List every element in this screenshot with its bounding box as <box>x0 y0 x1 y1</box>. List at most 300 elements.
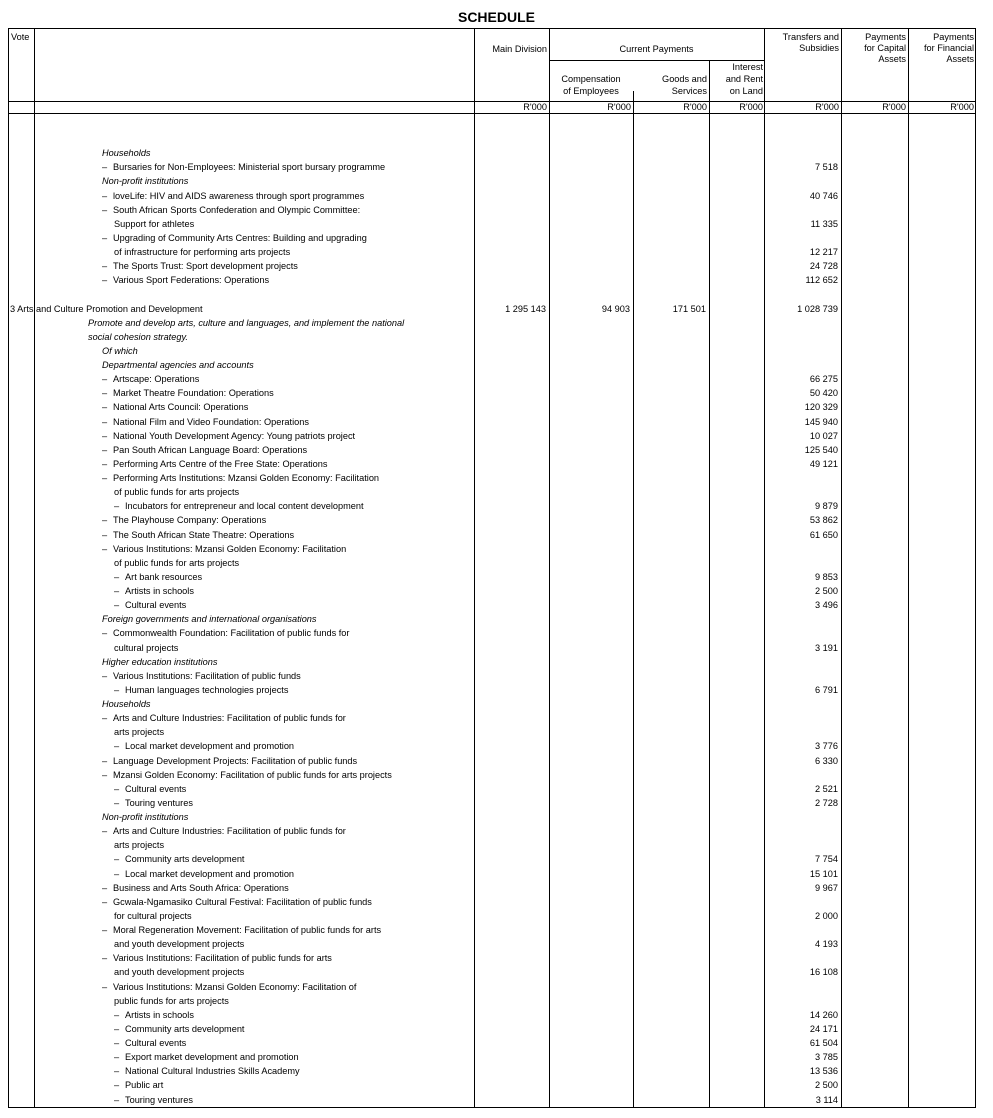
cell-main-division: 1 295 143 <box>505 303 546 314</box>
bullet-dash: – <box>102 713 108 724</box>
row-text: National Film and Video Foundation: Operations <box>113 416 309 427</box>
row-description <box>102 358 254 372</box>
bullet-dash: – <box>114 783 120 794</box>
cell-transfers: 3 114 <box>815 1094 838 1105</box>
row-text: 3 Arts and Culture Promotion and Development <box>10 303 203 314</box>
row-description <box>102 881 289 895</box>
cell-transfers: 10 027 <box>809 430 838 441</box>
row-text: Mzansi Golden Economy: Facilitation of public funds for arts projects <box>113 769 392 780</box>
table-row <box>8 415 976 429</box>
row-text: cultural projects <box>114 642 179 653</box>
cell-transfers: 50 420 <box>809 388 838 399</box>
row-text: Gcwala-Ngamasiko Cultural Festival: Facilitation of public funds <box>113 896 372 907</box>
header-financial-2: for Financial <box>923 43 974 53</box>
row-text: Community arts development <box>125 854 245 865</box>
cell-transfers: 4 193 <box>815 939 838 950</box>
cell-compensation: 94 903 <box>601 303 630 314</box>
unit-interest: R'000 <box>739 102 763 112</box>
table-row <box>8 146 976 160</box>
cell-transfers: 66 275 <box>809 374 838 385</box>
bullet-dash: – <box>102 261 108 272</box>
row-text: of public funds for arts projects <box>114 487 240 498</box>
cell-transfers: 9 967 <box>815 882 838 893</box>
cell-transfers: 49 121 <box>809 458 838 469</box>
cell-transfers: 24 728 <box>809 261 838 272</box>
row-text: arts projects <box>114 840 165 851</box>
table-row <box>8 1036 976 1050</box>
bullet-dash: – <box>102 543 108 554</box>
row-text: National Youth Development Agency: Young patriots project <box>113 430 356 441</box>
table-row <box>8 725 976 739</box>
row-description <box>114 1022 245 1036</box>
bullet-dash: – <box>102 275 108 286</box>
row-description <box>102 457 327 471</box>
row-text: Non-profit institutions <box>102 176 189 187</box>
table-row <box>8 937 976 951</box>
table-row <box>8 895 976 909</box>
row-text: Cultural events <box>125 600 187 611</box>
row-description <box>88 316 404 330</box>
row-description <box>114 852 245 866</box>
row-description <box>102 513 266 527</box>
cell-transfers: 2 500 <box>815 1080 838 1091</box>
row-text: Moral Regeneration Movement: Facilitation of public funds for arts <box>113 925 382 935</box>
table-row <box>8 513 976 527</box>
row-description <box>114 556 239 570</box>
table-row <box>8 909 976 923</box>
row-text: Performing Arts Centre of the Free State: Operations <box>113 458 328 469</box>
row-text: social cohesion strategy. <box>88 331 188 342</box>
row-description <box>102 429 355 443</box>
row-text: Various Sport Federations: Operations <box>113 275 270 286</box>
bullet-dash: – <box>114 1080 120 1091</box>
bullet-dash: – <box>114 600 120 611</box>
row-description <box>102 415 309 429</box>
bullet-dash: – <box>114 1094 120 1105</box>
row-text: Artists in schools <box>125 1009 194 1020</box>
cell-transfers: 2 500 <box>815 586 838 596</box>
row-description <box>114 867 294 881</box>
row-text: Business and Arts South Africa: Operations <box>113 882 289 893</box>
row-text: and youth development projects <box>114 939 245 950</box>
table-row <box>8 838 976 852</box>
header-goods-2: Services <box>671 86 707 96</box>
row-description <box>102 768 392 782</box>
bullet-dash: – <box>102 882 108 893</box>
cell-transfers: 61 650 <box>809 529 838 540</box>
cell-transfers: 15 101 <box>809 868 838 879</box>
bullet-dash: – <box>102 826 108 837</box>
row-text: Cultural events <box>125 1038 187 1048</box>
row-description <box>114 217 194 231</box>
table-row <box>8 203 976 217</box>
row-description <box>102 174 188 188</box>
row-description <box>114 1008 194 1022</box>
row-text: Non-profit institutions <box>102 812 189 822</box>
page-title: SCHEDULE <box>457 9 535 25</box>
bullet-dash: – <box>102 628 108 639</box>
row-description <box>114 641 178 655</box>
row-description <box>102 542 346 556</box>
bullet-dash: – <box>102 458 108 469</box>
row-text: of public funds for arts projects <box>114 557 240 568</box>
table-row <box>8 217 976 231</box>
row-text: Cultural events <box>125 783 187 794</box>
row-description <box>114 1078 163 1092</box>
rule-unit-bottom <box>9 113 975 114</box>
row-description <box>102 697 151 711</box>
row-text: public funds for arts projects <box>114 995 229 1006</box>
table-row <box>8 189 976 203</box>
cell-transfers: 11 335 <box>810 218 838 229</box>
row-text: Human languages technologies projects <box>125 684 289 695</box>
rule-current-payments <box>549 60 764 61</box>
row-description <box>114 1036 186 1050</box>
row-text: South African Sports Confederation and Olympic Committee: <box>113 204 361 215</box>
schedule-rows <box>8 132 976 1107</box>
table-row <box>8 824 976 838</box>
table-row <box>8 782 976 796</box>
cell-transfers: 3 785 <box>815 1052 838 1063</box>
bullet-dash: – <box>114 501 120 512</box>
bullet-dash: – <box>102 232 108 243</box>
header-vote: Vote <box>11 32 30 42</box>
row-text: Local market development and promotion <box>125 741 295 752</box>
header-transfers-2: Subsidies <box>799 43 839 53</box>
cell-transfers: 125 540 <box>804 444 838 455</box>
header-compensation-2: of Employees <box>563 86 619 96</box>
bullet-dash: – <box>102 204 108 215</box>
row-description <box>102 612 317 626</box>
row-text: Arts and Culture Industries: Facilitation of public funds for <box>113 713 346 724</box>
row-description <box>114 909 192 923</box>
table-row <box>8 429 976 443</box>
cell-transfers: 40 746 <box>809 190 838 201</box>
table-row <box>8 810 976 824</box>
row-description <box>114 782 186 796</box>
table-row <box>8 655 976 669</box>
bullet-dash: – <box>114 868 120 879</box>
row-text: Of which <box>102 345 138 356</box>
table-row <box>8 485 976 499</box>
cell-transfers: 2 000 <box>815 910 838 921</box>
cell-transfers: 3 776 <box>815 741 838 752</box>
row-text: Export market development and promotion <box>125 1052 299 1063</box>
bullet-dash: – <box>102 896 108 907</box>
table-row <box>8 132 976 146</box>
row-text: Various Institutions: Facilitation of public funds <box>113 670 301 681</box>
row-description <box>114 838 164 852</box>
table-row <box>8 598 976 612</box>
unit-transfers: R'000 <box>815 102 839 112</box>
table-row <box>8 669 976 683</box>
table-row <box>8 372 976 386</box>
row-description <box>114 739 294 753</box>
row-description <box>102 471 379 485</box>
table-row <box>8 316 976 330</box>
table-row <box>8 994 976 1008</box>
row-text: National Cultural Industries Skills Academy <box>125 1066 300 1077</box>
row-description <box>102 273 269 287</box>
table-row <box>8 1008 976 1022</box>
cell-transfers: 3 496 <box>815 600 838 611</box>
row-description <box>102 203 360 217</box>
table-row <box>8 796 976 810</box>
bullet-dash: – <box>102 162 108 173</box>
table-row <box>8 965 976 979</box>
row-description <box>114 570 202 584</box>
table-row <box>8 344 976 358</box>
row-description <box>114 499 364 513</box>
table-row <box>8 1064 976 1078</box>
table-row <box>8 980 976 994</box>
table-row <box>8 471 976 485</box>
row-text: Local market development and promotion <box>125 868 295 879</box>
bullet-dash: – <box>114 1009 120 1020</box>
row-text: Performing Arts Institutions: Mzansi Golden Economy: Facilitation <box>113 473 380 483</box>
cell-goods: 171 501 <box>672 303 706 314</box>
table-row <box>8 923 976 937</box>
bullet-dash: – <box>114 854 120 865</box>
row-text: Arts and Culture Industries: Facilitation of public funds for <box>113 826 346 837</box>
table-row <box>8 881 976 895</box>
row-description <box>114 598 186 612</box>
row-text: Various Institutions: Mzansi Golden Economy: Facilitation <box>113 543 347 554</box>
header-capital-1: Payments <box>865 32 906 42</box>
row-text: The Sports Trust: Sport development projects <box>113 261 298 272</box>
row-text: Various Institutions: Mzansi Golden Economy: Facilitation of <box>113 981 357 992</box>
table-row <box>8 739 976 753</box>
table-row <box>8 754 976 768</box>
cell-transfers: 120 329 <box>804 402 838 413</box>
bullet-dash: – <box>102 769 108 780</box>
row-description <box>102 259 298 273</box>
bullet-dash: – <box>102 430 108 441</box>
cell-transfers: 61 504 <box>809 1038 838 1048</box>
unit-financial: R'000 <box>950 102 974 112</box>
table-row <box>8 867 976 881</box>
header-capital-2: for Capital <box>864 43 906 53</box>
table-row <box>8 612 976 626</box>
row-text: arts projects <box>114 727 165 738</box>
row-text: Bursaries for Non-Employees: Ministerial sport bursary programme <box>113 162 386 173</box>
row-description <box>102 711 346 725</box>
header-main-division: Main Division <box>492 44 547 54</box>
table-row <box>8 711 976 725</box>
row-description <box>102 951 332 965</box>
row-description <box>114 796 193 810</box>
bullet-dash: – <box>102 953 108 964</box>
table-row <box>8 330 976 344</box>
row-text: National Arts Council: Operations <box>113 402 249 413</box>
table-row <box>8 1093 976 1107</box>
table-row <box>8 556 976 570</box>
row-description <box>88 330 188 344</box>
row-description <box>114 1064 300 1078</box>
row-description <box>102 895 372 909</box>
header-current-payments: Current Payments <box>619 44 694 54</box>
table-row <box>8 951 976 965</box>
table-row <box>8 302 976 316</box>
row-description <box>102 443 307 457</box>
cell-transfers: 16 108 <box>809 967 838 978</box>
bullet-dash: – <box>102 402 108 413</box>
row-description <box>102 400 248 414</box>
cell-transfers: 53 862 <box>809 515 838 526</box>
table-row <box>8 358 976 372</box>
header-interest-1: Interest <box>732 62 763 72</box>
row-description <box>102 626 349 640</box>
row-text: Households <box>102 148 151 159</box>
row-description <box>114 937 244 951</box>
bullet-dash: – <box>102 925 108 935</box>
cell-transfers: 14 260 <box>809 1009 838 1020</box>
cell-transfers: 9 853 <box>815 571 838 582</box>
table-row <box>8 570 976 584</box>
table-row <box>8 245 976 259</box>
row-text: Higher education institutions <box>102 656 218 667</box>
bullet-dash: – <box>102 529 108 540</box>
table-row <box>8 457 976 471</box>
row-text: Various Institutions: Facilitation of public funds for arts <box>113 953 332 964</box>
cell-transfers: 6 791 <box>815 684 838 695</box>
row-text: Pan South African Language Board: Operations <box>113 444 308 455</box>
row-description <box>102 231 367 245</box>
row-text: Touring ventures <box>125 797 193 808</box>
row-text: Households <box>102 699 151 709</box>
table-row <box>8 626 976 640</box>
cell-transfers: 112 652 <box>805 275 838 286</box>
row-description <box>114 245 290 259</box>
table-row <box>8 499 976 513</box>
header-compensation-1: Compensation <box>561 74 621 84</box>
bullet-dash: – <box>102 190 108 201</box>
row-text: Community arts development <box>125 1023 245 1034</box>
table-row <box>8 1078 976 1092</box>
table-row <box>8 174 976 188</box>
header-interest-3: on Land <box>729 86 763 96</box>
cell-transfers: 24 171 <box>809 1023 838 1034</box>
row-description <box>102 980 356 994</box>
row-description <box>102 824 346 838</box>
row-description <box>114 1093 193 1107</box>
bullet-dash: – <box>114 571 120 582</box>
row-description <box>102 189 364 203</box>
table-row <box>8 259 976 273</box>
table-row <box>8 852 976 866</box>
table-row <box>8 273 976 287</box>
bullet-dash: – <box>102 473 108 483</box>
table-row <box>8 542 976 556</box>
bullet-dash: – <box>102 444 108 455</box>
row-text: for cultural projects <box>114 910 192 921</box>
header-capital-3: Assets <box>878 54 906 64</box>
table-row <box>8 528 976 542</box>
cell-transfers: 7 754 <box>815 854 838 865</box>
bullet-dash: – <box>102 755 108 766</box>
bullet-dash: – <box>114 684 120 695</box>
cell-transfers: 2 728 <box>815 797 838 808</box>
table-row <box>8 768 976 782</box>
cell-transfers: 3 191 <box>815 642 838 653</box>
cell-transfers: 12 217 <box>809 247 838 257</box>
row-text: Touring ventures <box>125 1094 193 1105</box>
row-text: Market Theatre Foundation: Operations <box>113 388 274 399</box>
table-row <box>8 400 976 414</box>
table-row <box>8 443 976 457</box>
table-row <box>8 386 976 400</box>
row-description <box>114 725 164 739</box>
row-text: Support for athletes <box>114 218 195 229</box>
header-financial-3: Assets <box>946 54 974 64</box>
bullet-dash: – <box>102 670 108 681</box>
row-description <box>102 754 357 768</box>
row-text: Public art <box>125 1080 164 1091</box>
row-description <box>102 669 301 683</box>
row-description <box>10 302 203 316</box>
table-row <box>8 641 976 655</box>
row-description <box>102 528 294 542</box>
table-row <box>8 1050 976 1064</box>
header-transfers-1: Transfers and <box>782 32 839 42</box>
row-description <box>114 965 244 979</box>
table-row <box>8 697 976 711</box>
row-text: The Playhouse Company: Operations <box>113 515 267 526</box>
unit-goods: R'000 <box>683 102 707 112</box>
row-description <box>114 485 239 499</box>
bullet-dash: – <box>114 1023 120 1034</box>
table-row <box>8 584 976 598</box>
row-description <box>114 1050 299 1064</box>
row-description <box>102 344 138 358</box>
header-financial-1: Payments <box>933 32 974 42</box>
row-text: Departmental agencies and accounts <box>102 360 254 370</box>
row-text: Language Development Projects: Facilitation of public funds <box>113 755 358 766</box>
header-interest-2: and Rent <box>725 74 763 84</box>
bullet-dash: – <box>114 741 120 752</box>
row-text: Foreign governments and international organisations <box>102 614 317 625</box>
bullet-dash: – <box>102 388 108 399</box>
row-description <box>114 994 229 1008</box>
row-description <box>102 923 381 937</box>
header-goods-1: Goods and <box>662 74 707 84</box>
row-description <box>102 810 188 824</box>
bullet-dash: – <box>114 1038 120 1048</box>
bullet-dash: – <box>102 515 108 526</box>
row-text: Upgrading of Community Arts Centres: Building and upgrading <box>113 232 367 243</box>
cell-transfers: 7 518 <box>815 162 838 173</box>
row-description <box>102 386 274 400</box>
unit-main-division: R'000 <box>523 102 547 112</box>
cell-transfers: 2 521 <box>815 783 838 794</box>
bullet-dash: – <box>102 374 108 385</box>
row-description <box>114 683 288 697</box>
bullet-dash: – <box>102 416 108 427</box>
table-row <box>8 1022 976 1036</box>
row-text: loveLife: HIV and AIDS awareness through sport programmes <box>113 190 365 201</box>
row-description <box>114 584 194 598</box>
unit-compensation: R'000 <box>607 102 631 112</box>
bullet-dash: – <box>102 981 108 992</box>
row-text: Promote and develop arts, culture and languages, and implement the national <box>88 317 405 328</box>
row-text: Art bank resources <box>125 571 203 582</box>
row-text: Artists in schools <box>125 586 194 596</box>
row-description <box>102 146 151 160</box>
row-text: The South African State Theatre: Operations <box>113 529 295 540</box>
cell-transfers: 1 028 739 <box>797 303 838 314</box>
row-description <box>102 372 199 386</box>
row-description <box>102 655 217 669</box>
